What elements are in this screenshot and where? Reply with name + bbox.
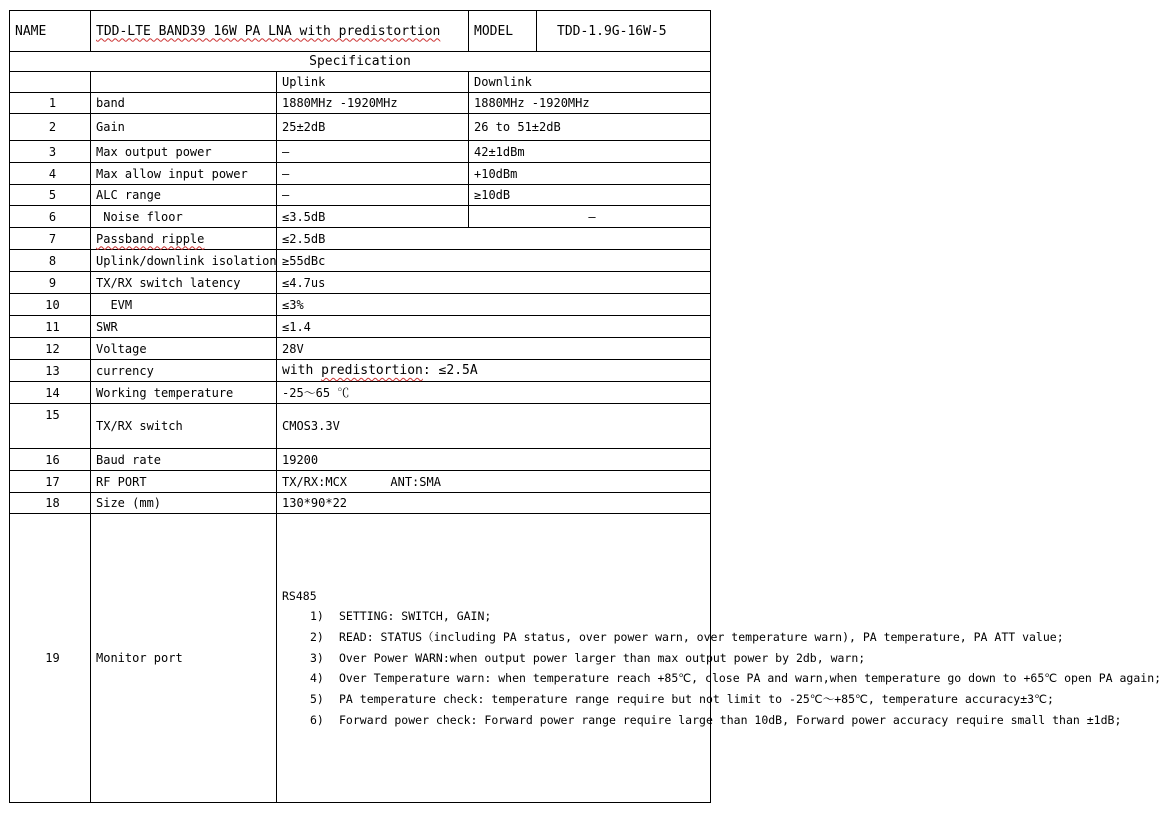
- row-number: 7: [10, 228, 91, 250]
- uplink-header: Uplink: [277, 72, 469, 93]
- row-item: Size (mm): [91, 493, 277, 514]
- row-number: 4: [10, 163, 91, 185]
- row-item: ALC range: [91, 185, 277, 206]
- row-value: [277, 360, 711, 382]
- currency-prefix: with: [282, 363, 322, 378]
- row-number: 2: [10, 114, 91, 141]
- row-value: 19200: [277, 449, 711, 471]
- table-row: [10, 449, 711, 471]
- table-row: [10, 228, 711, 250]
- table-row: [10, 294, 711, 316]
- table-row: [10, 471, 711, 493]
- row-number: 10: [10, 294, 91, 316]
- row-value: -25～65 ℃: [277, 382, 711, 404]
- row-item: RF PORT: [91, 471, 277, 493]
- row-value: ≥55dBc: [277, 250, 711, 272]
- row-number: 11: [10, 316, 91, 338]
- row-item: Max output power: [91, 141, 277, 163]
- row-downlink: 42±1dBm: [469, 141, 711, 163]
- row-item: TX/RX switch: [91, 404, 277, 449]
- row-number: 3: [10, 141, 91, 163]
- row-number: 15: [10, 404, 91, 449]
- monitor-row: [10, 514, 711, 803]
- model-label: MODEL: [469, 11, 537, 52]
- row-item: band: [91, 93, 277, 114]
- list-text: Over Temperature warn: when temperature reach +85℃, close PA and warn,when temperature go down to +65℃ open PA again;: [339, 671, 1161, 686]
- row-item: TX/RX switch latency: [91, 272, 277, 294]
- row-number: 18: [10, 493, 91, 514]
- currency-suffix: : ≤2.5A: [422, 363, 478, 378]
- list-item: [282, 627, 1064, 648]
- row-value: 28V: [277, 338, 711, 360]
- row-uplink: —: [277, 185, 469, 206]
- table-row: [10, 93, 711, 114]
- row-item: Gain: [91, 114, 277, 141]
- row-number: 12: [10, 338, 91, 360]
- header-row: [10, 11, 711, 52]
- table-row: [10, 316, 711, 338]
- list-index: 3): [310, 650, 324, 665]
- row-downlink: —: [469, 206, 711, 228]
- list-text: PA temperature check: temperature range require but not limit to -25℃～+85℃, temperature accuracy±3℃;: [339, 692, 1054, 707]
- row-number: 9: [10, 272, 91, 294]
- row-item: Baud rate: [91, 449, 277, 471]
- table-row: [10, 185, 711, 206]
- monitor-list: [282, 606, 1161, 730]
- row-value: ≤2.5dB: [277, 228, 711, 250]
- list-text: SETTING: SWITCH, GAIN;: [339, 609, 492, 624]
- row-value: CMOS3.3V: [277, 404, 711, 449]
- row-item: EVM: [91, 294, 277, 316]
- table-row: [10, 250, 711, 272]
- row-number: 8: [10, 250, 91, 272]
- list-text: READ: STATUS（including PA status, over power warn, over temperature warn), PA temperature, PA ATT value;: [339, 629, 1064, 644]
- empty-cell: [91, 72, 277, 93]
- row-number: 16: [10, 449, 91, 471]
- table-row: [10, 114, 711, 141]
- row-uplink: ≤3.5dB: [277, 206, 469, 228]
- monitor-protocol: RS485: [282, 588, 317, 603]
- row-value: 130*90*22: [277, 493, 711, 514]
- row-number: 5: [10, 185, 91, 206]
- table-row: [10, 493, 711, 514]
- name-label: NAME: [10, 11, 91, 52]
- row-item: SWR: [91, 316, 277, 338]
- table-row: [10, 338, 711, 360]
- row-value: TX/RX:MCX ANT:SMA: [277, 471, 711, 493]
- row-number: 13: [10, 360, 91, 382]
- list-index: 5): [310, 692, 324, 707]
- row-downlink: ≥10dB: [469, 185, 711, 206]
- list-item: [282, 689, 1054, 710]
- table-row: [10, 206, 711, 228]
- table-row: [10, 272, 711, 294]
- row-item: Working temperature: [91, 382, 277, 404]
- list-index: 1): [310, 609, 324, 624]
- row-downlink: +10dBm: [469, 163, 711, 185]
- empty-cell: [10, 72, 91, 93]
- row-uplink: —: [277, 141, 469, 163]
- list-item: [282, 606, 710, 627]
- row-number: 6: [10, 206, 91, 228]
- list-item: [282, 668, 1161, 689]
- row-number: 1: [10, 93, 91, 114]
- row-number: 14: [10, 382, 91, 404]
- list-item: [282, 710, 1122, 731]
- monitor-details: [277, 514, 1161, 803]
- row-uplink: 25±2dB: [277, 114, 469, 141]
- row-downlink: 1880MHz -1920MHz: [469, 93, 711, 114]
- row-item: Max allow input power: [91, 163, 277, 185]
- downlink-header: Downlink: [469, 72, 711, 93]
- list-item: [282, 648, 866, 669]
- row-item: Voltage: [91, 338, 277, 360]
- list-index: 4): [310, 671, 324, 686]
- spec-title-row: [10, 52, 711, 72]
- table-row: [10, 163, 711, 185]
- list-text: Over Power WARN:when output power larger than max output power by 2db, warn;: [339, 650, 866, 665]
- table-row: [10, 404, 711, 449]
- row-uplink: 1880MHz -1920MHz: [277, 93, 469, 114]
- row-number: 19: [10, 514, 91, 803]
- row-item: Noise floor: [91, 206, 277, 228]
- spec-table: [9, 10, 1161, 803]
- model-value: TDD-1.9G-16W-5: [537, 11, 711, 52]
- row-value: ≤3%: [277, 294, 711, 316]
- list-index: 2): [310, 629, 324, 644]
- row-item: Uplink/downlink isolation: [91, 250, 277, 272]
- list-text: Forward power check: Forward power range require large than 10dB, Forward power accuracy require small than ±1dB;: [339, 712, 1122, 727]
- row-number: 17: [10, 471, 91, 493]
- spec-title: Specification: [10, 52, 711, 72]
- table-row: [10, 360, 711, 382]
- table-row: [10, 382, 711, 404]
- name-value: TDD-LTE BAND39 16W PA LNA with predistortion: [91, 11, 469, 52]
- row-item: currency: [91, 360, 277, 382]
- row-value: ≤1.4: [277, 316, 711, 338]
- table-row: [10, 141, 711, 163]
- column-header-row: [10, 72, 711, 93]
- list-index: 6): [310, 712, 324, 727]
- row-value: ≤4.7us: [277, 272, 711, 294]
- row-item: Passband ripple: [91, 228, 277, 250]
- row-downlink: 26 to 51±2dB: [469, 114, 711, 141]
- currency-predistortion: predistortion: [321, 363, 423, 378]
- row-uplink: —: [277, 163, 469, 185]
- row-item: Monitor port: [91, 514, 277, 803]
